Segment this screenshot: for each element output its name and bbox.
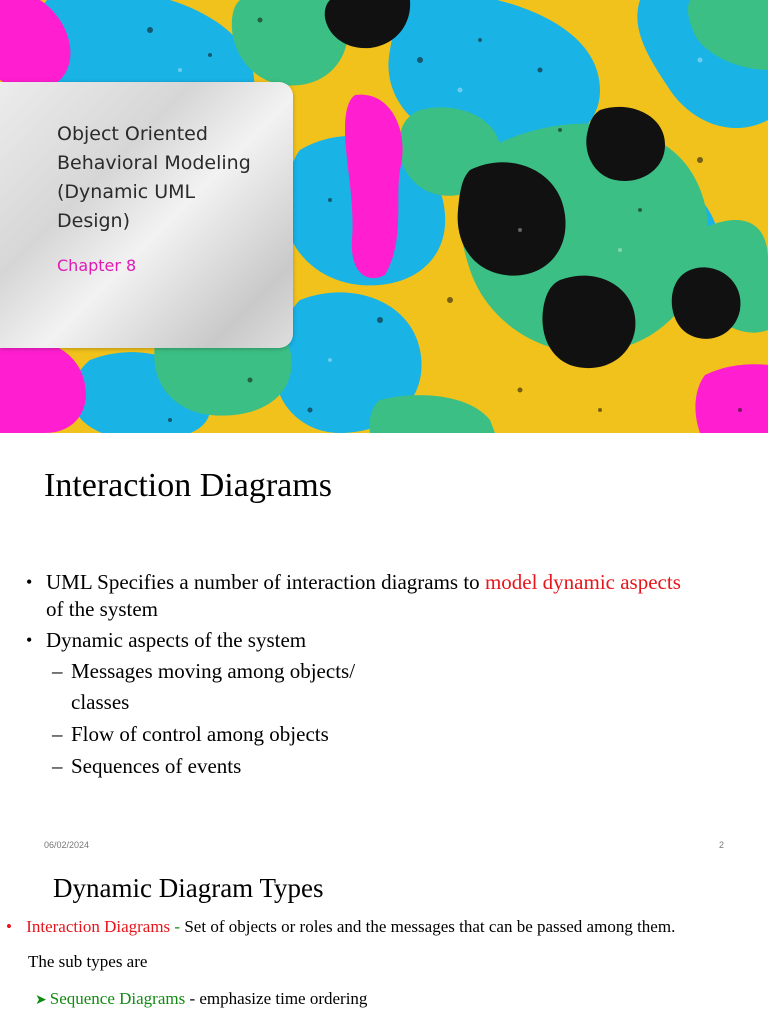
dash-marker: – — [52, 722, 63, 746]
dynamic-diagram-types-slide — [0, 863, 768, 1024]
subtypes-intro: The sub types are — [28, 952, 148, 971]
sub-item: Flow of control among objects — [71, 722, 329, 746]
term-label: Sequence Diagrams — [49, 989, 186, 1008]
title-slide — [0, 0, 768, 433]
subtype-sequence-diagrams — [35, 988, 367, 1011]
title-line: Design) — [57, 210, 131, 232]
bullet-uml-specifies — [46, 569, 681, 595]
sub-item: Sequences of events — [71, 754, 242, 778]
title-line: Object Oriented — [57, 123, 208, 145]
page-number: 2 — [719, 840, 725, 850]
bullet-marker: • — [26, 572, 33, 592]
separator: - — [170, 917, 185, 936]
slide-title: Dynamic Diagram Types — [53, 873, 324, 903]
bullet-continuation: of the system — [46, 597, 158, 621]
title-line: (Dynamic UML — [57, 181, 196, 203]
sub-item: Messages moving among objects/ — [71, 659, 356, 683]
dash-marker: – — [52, 659, 63, 683]
definition-text: - emphasize time ordering — [185, 989, 368, 1008]
dash-marker: – — [52, 754, 63, 778]
arrow-bullet-icon: ➤ — [35, 992, 47, 1008]
presentation-title — [57, 120, 287, 236]
bullet-interaction-diagrams — [6, 916, 675, 938]
highlight-text: model dynamic aspects — [484, 570, 681, 594]
definition-text: Set of objects or roles and the messages that can be passed among them. — [184, 917, 676, 936]
bullet-dynamic-aspects: Dynamic aspects of the system — [46, 628, 307, 652]
chapter-label: Chapter 8 — [57, 256, 137, 275]
bullet-marker: • — [6, 917, 12, 936]
bullet-marker: • — [26, 630, 33, 650]
interaction-diagrams-slide — [0, 433, 768, 863]
sub-item-continuation: classes — [71, 690, 130, 714]
slide-title: Interaction Diagrams — [44, 467, 332, 504]
title-line: Behavioral Modeling — [57, 152, 251, 174]
footer-date: 06/02/2024 — [44, 840, 90, 850]
bullet-text: UML Specifies a number of interaction diagrams to — [46, 570, 485, 594]
term-label: Interaction Diagrams — [26, 917, 171, 936]
